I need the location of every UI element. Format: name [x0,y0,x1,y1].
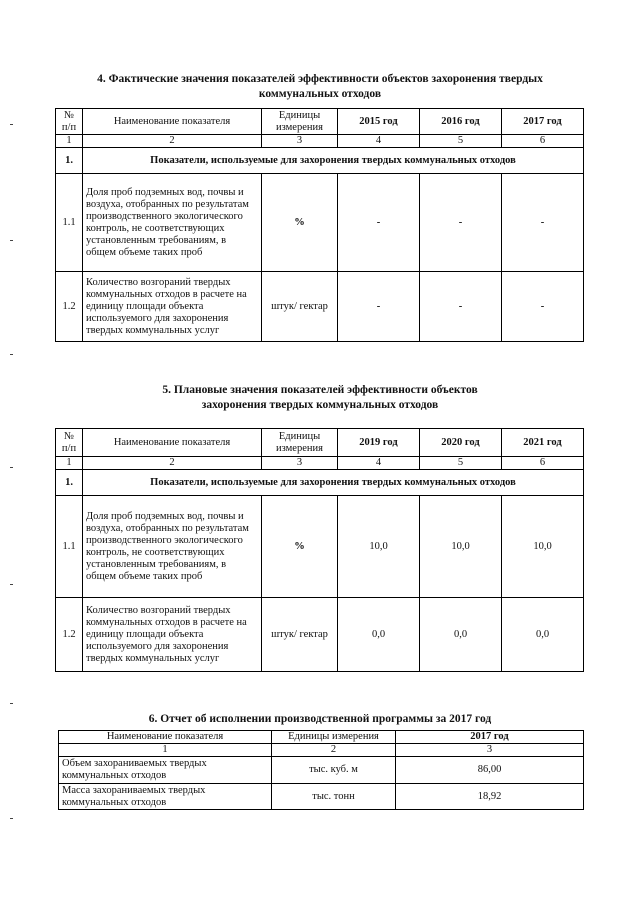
row-unit: тыс. куб. м [272,757,396,784]
row-value: 10,0 [502,496,584,598]
section4-title-line2: коммунальных отходов [258,88,382,100]
row-value: 86,00 [396,757,584,784]
section5-title-line2: захоронения твердых коммунальных отходов [201,399,439,411]
header-cell: Наименование показателя [83,429,262,457]
column-number: 6 [502,135,584,148]
header-row [56,109,584,135]
column-number: 2 [83,457,262,470]
table-row [59,757,584,784]
row-value: 0,0 [338,598,420,672]
row-value: - [420,272,502,342]
section4-title [40,72,600,102]
column-number: 3 [262,457,338,470]
column-number: 1 [56,457,83,470]
section4-table [55,108,584,342]
header-row [59,731,584,744]
column-number-row [56,135,584,148]
section6-table [58,730,584,810]
column-number: 2 [272,744,396,757]
header-cell: Единицы измерения [262,429,338,457]
group-label: Показатели, используемые для захоронения твердых коммунальных отходов [83,470,584,496]
margin-mark [10,354,13,355]
section5-title-line1: 5. Плановые значения показателей эффективности объектов [162,384,478,396]
header-cell: Наименование показателя [83,109,262,135]
group-number: 1. [56,470,83,496]
row-name: Доля проб подземных вод, почвы и воздуха, отобранных по результатам производственного экологического контроль, не соответствующих установленным требованиям, в общем объеме таких проб [83,496,262,598]
header-cell: 2019 год [338,429,420,457]
margin-mark [10,124,13,125]
row-number: 1.1 [56,174,83,272]
column-number: 1 [56,135,83,148]
header-cell: 2017 год [502,109,584,135]
row-value: 10,0 [420,496,502,598]
column-number: 3 [262,135,338,148]
margin-mark [10,818,13,819]
column-number: 2 [83,135,262,148]
group-label: Показатели, используемые для захоронения твердых коммунальных отходов [83,148,584,174]
row-number: 1.2 [56,272,83,342]
header-cell: Наименование показателя [59,731,272,744]
table-row [56,598,584,672]
group-row [56,470,584,496]
row-unit: тыс. тонн [272,784,396,810]
row-value: - [420,174,502,272]
column-number: 3 [396,744,584,757]
section5-table [55,428,584,672]
row-value: - [338,174,420,272]
column-number: 1 [59,744,272,757]
row-value: - [502,272,584,342]
section5-title [40,383,600,413]
header-cell: № п/п [56,109,83,135]
section6-title: 6. Отчет об исполнении производственной программы за 2017 год [148,713,492,725]
table-row [59,784,584,810]
column-number: 4 [338,135,420,148]
header-cell: 2021 год [502,429,584,457]
column-number-row [59,744,584,757]
row-value: 0,0 [502,598,584,672]
column-number-row [56,457,584,470]
header-cell: Единицы измерения [272,731,396,744]
row-unit: штук/ гектар [262,272,338,342]
row-value: - [338,272,420,342]
row-value: - [502,174,584,272]
margin-mark [10,584,13,585]
header-cell: Единицы измерения [262,109,338,135]
header-cell: 2015 год [338,109,420,135]
row-unit: % [262,496,338,598]
group-row [56,148,584,174]
group-number: 1. [56,148,83,174]
column-number: 6 [502,457,584,470]
row-value: 10,0 [338,496,420,598]
header-cell: 2016 год [420,109,502,135]
margin-mark [10,240,13,241]
margin-mark [10,703,13,704]
header-cell: 2020 год [420,429,502,457]
row-name: Объем захораниваемых твердых коммунальных отходов [59,757,272,784]
row-name: Доля проб подземных вод, почвы и воздуха, отобранных по результатам производственного экологического контроль, не соответствующих установленным требованиям, в общем объеме таких проб [83,174,262,272]
row-name: Количество возгораний твердых коммунальных отходов в расчете на единицу площади объекта используемого для захоронения твердых коммунальных услуг [83,272,262,342]
column-number: 5 [420,457,502,470]
header-cell: 2017 год [396,731,584,744]
column-number: 4 [338,457,420,470]
row-number: 1.1 [56,496,83,598]
row-number: 1.2 [56,598,83,672]
margin-mark [10,467,13,468]
row-value: 18,92 [396,784,584,810]
row-unit: штук/ гектар [262,598,338,672]
section4-title-line1: 4. Фактические значения показателей эффективности объектов захоронения твердых [97,73,543,85]
table-row [56,272,584,342]
header-cell: № п/п [56,429,83,457]
row-value: 0,0 [420,598,502,672]
table-row [56,496,584,598]
row-unit: % [262,174,338,272]
row-name: Масса захораниваемых твердых коммунальных отходов [59,784,272,810]
table-row [56,174,584,272]
row-name: Количество возгораний твердых коммунальных отходов в расчете на единицу площади объекта используемого для захоронения твердых коммунальных услуг [83,598,262,672]
header-row [56,429,584,457]
column-number: 5 [420,135,502,148]
